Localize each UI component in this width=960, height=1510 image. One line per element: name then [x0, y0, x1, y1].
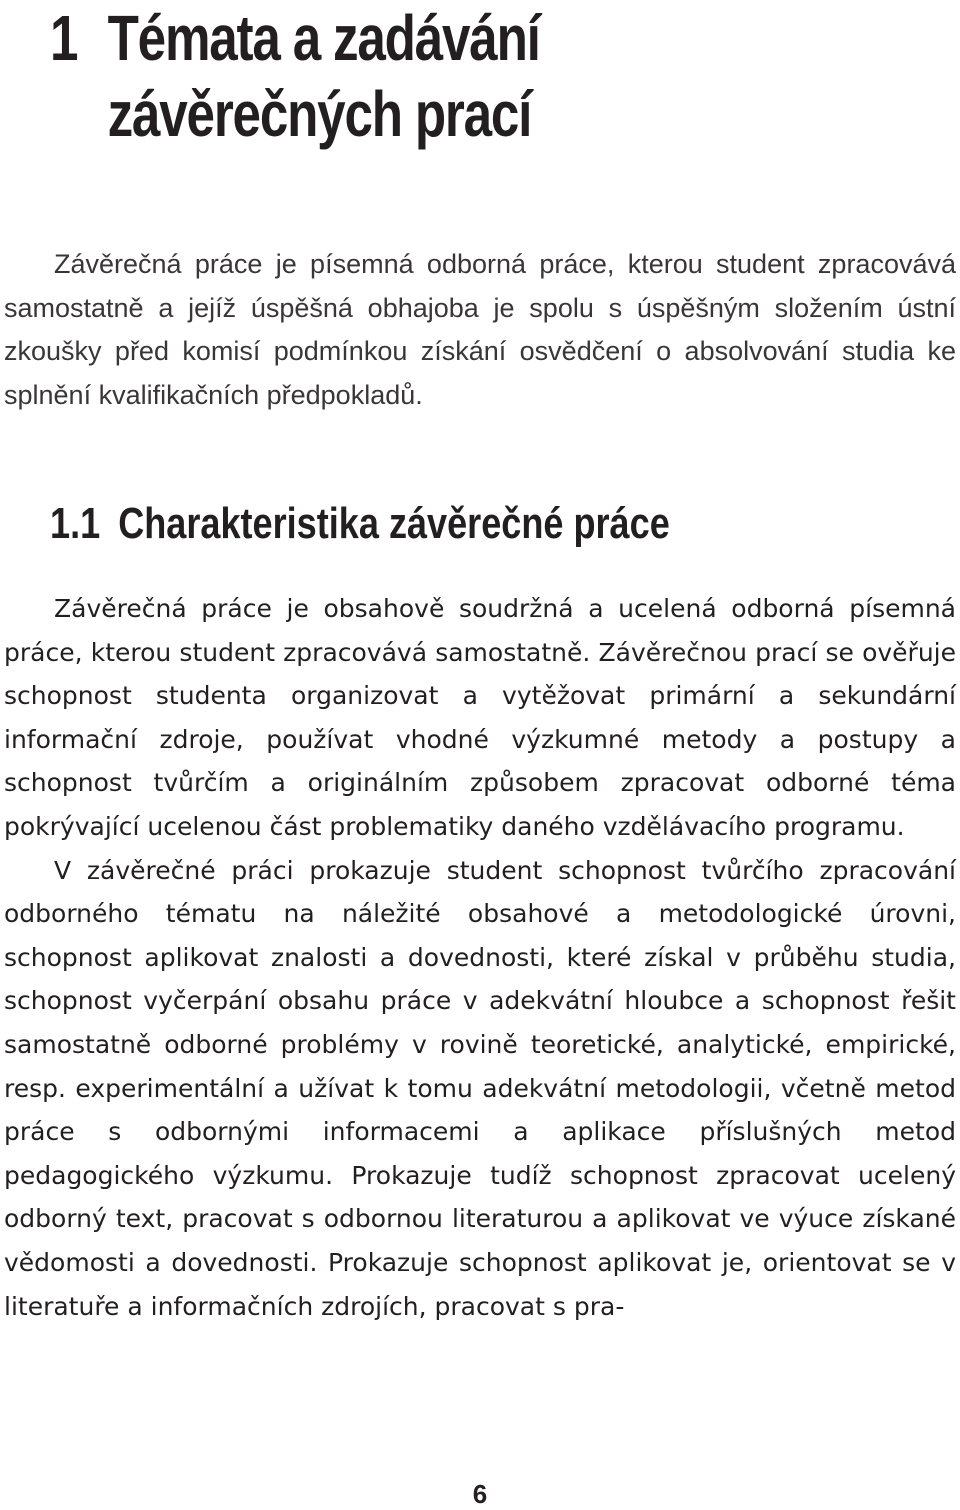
chapter-title-line1: Témata a zadávání	[107, 2, 540, 74]
section-body	[4, 587, 956, 1328]
chapter-title	[50, 0, 540, 152]
intro-paragraph: Závěrečná práce je písemná odborná práce, kterou student zpracovává samostatně a jejíž úspěšná obhajoba je spolu s úspěšným složením ústní zkoušky před komisí podmínkou získání osvědčení o absolvování studia ke splnění kvalifikačních předpokladů.	[4, 249, 956, 410]
chapter-number: 1	[50, 2, 78, 74]
section-heading	[50, 496, 670, 552]
section-title: Charakteristika závěrečné práce	[118, 499, 670, 548]
body-paragraph: Závěrečná práce je obsahově soudržná a ucelená odborná písemná práce, kterou student zpracovává samostatně. Závěrečnou prací se ověřuje schopnost studenta organizovat a vytěžovat primární a sekundární informační zdroje, používat vhodné výzkumné metody a postupy a schopnost tvůrčím a originálním způsobem zpracovat odborné téma pokrývající ucelenou část problematiky daného vzdělávacího programu.	[4, 594, 956, 841]
chapter-title-line2: závěrečných prací	[107, 78, 532, 150]
page-number: 6	[472, 1479, 488, 1509]
body-paragraph: V závěrečné práci prokazuje student schopnost tvůrčího zpracování odborného tématu na náležité obsahové a metodologické úrovni, schopnost aplikovat znalosti a dovednosti, které získal v průběhu studia, schopnost vyčerpání obsahu práce v adekvátní hloubce a schopnost řešit samostatně odborné problémy v rovině teoretické, analytické, empirické, resp. experimentální a užívat k tomu adekvátní metodologii, včetně metod práce s odbornými informacemi a aplikace příslušných metod pedagogického výzkumu. Prokazuje tudíž schopnost zpracovat ucelený odborný text, pracovat s odbornou literaturou a aplikovat ve výuce získané vědomosti a dovednosti. Prokazuje schopnost aplikovat je, orientovat se v literatuře a informačních zdrojích, pracovat s pra-	[4, 855, 956, 1321]
section-number: 1.1	[50, 499, 101, 548]
